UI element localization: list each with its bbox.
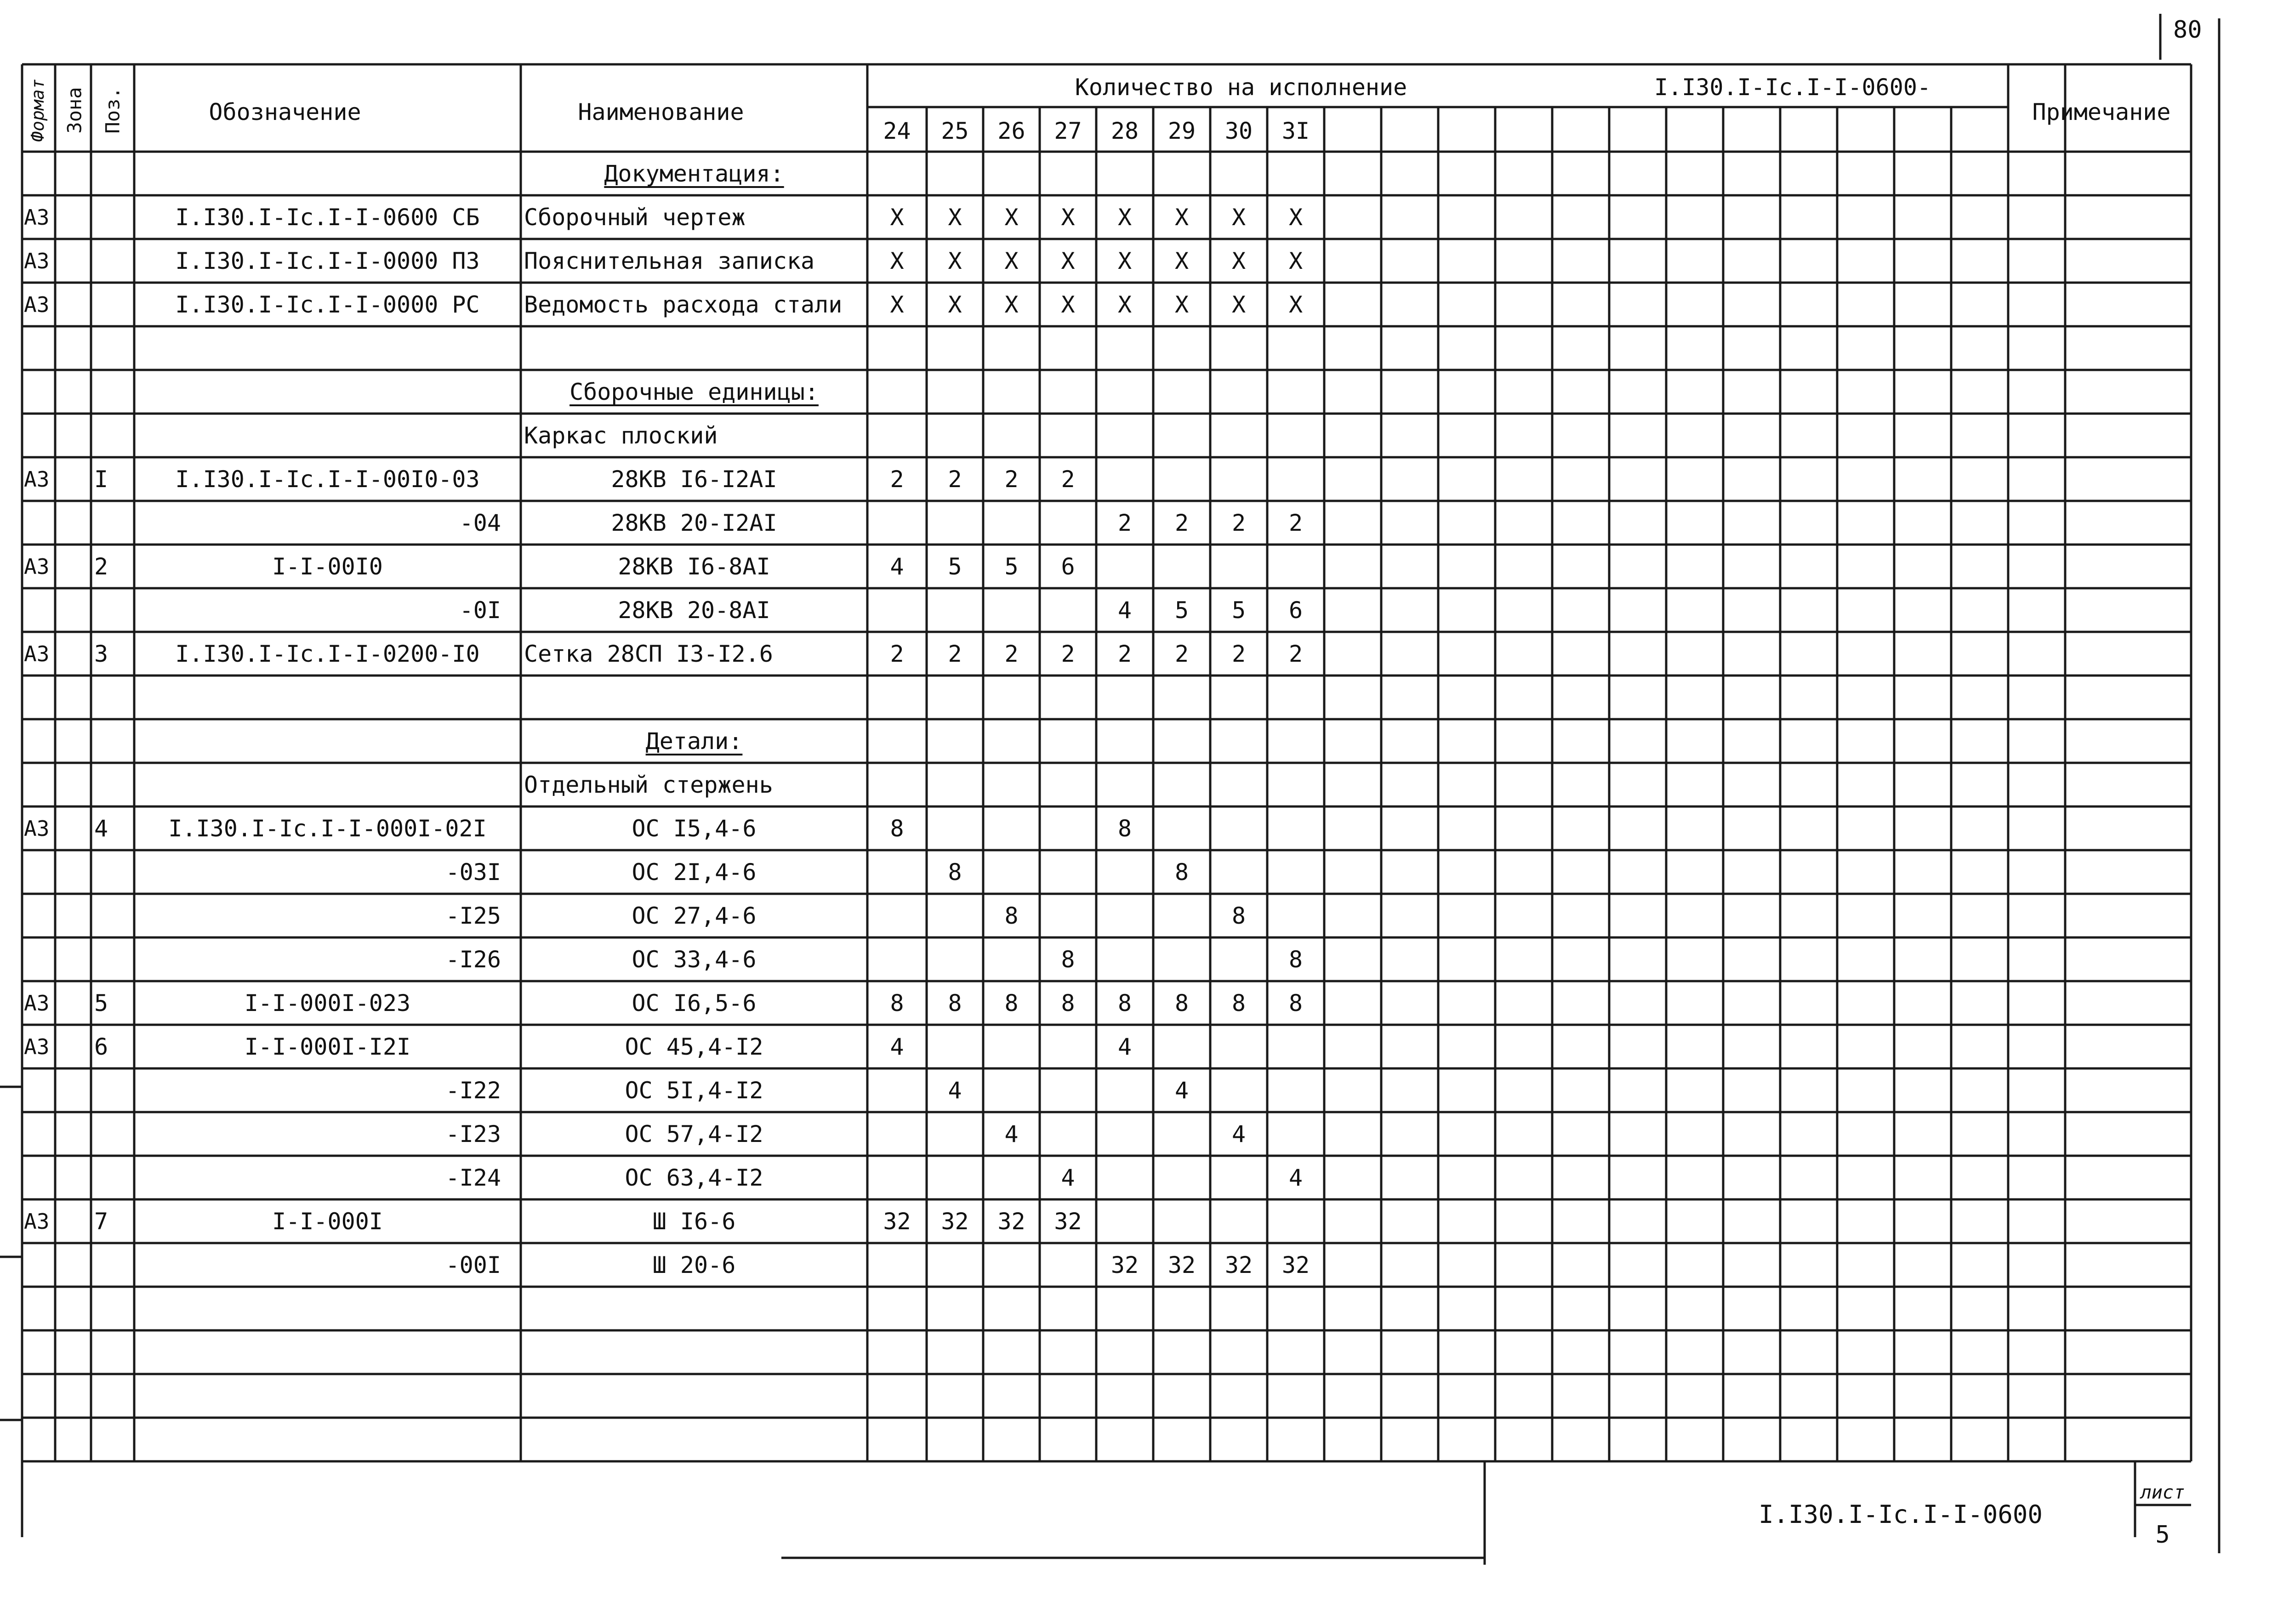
- row-quantity: 8: [1061, 946, 1075, 973]
- row-designation: -03I: [445, 859, 501, 886]
- header-designation: Обозначение: [209, 99, 361, 125]
- row-position: 5: [94, 990, 108, 1016]
- row-quantity: X: [890, 204, 904, 231]
- row-designation: -I23: [445, 1121, 501, 1147]
- row-section-heading: Документация:: [604, 160, 784, 187]
- row-quantity: 5: [1004, 553, 1019, 580]
- row-quantity: 32: [997, 1208, 1025, 1235]
- row-format: А3: [24, 1034, 50, 1059]
- row-designation: -I26: [445, 946, 501, 973]
- row-section-heading: Сборочные единицы:: [569, 379, 819, 405]
- row-quantity: 2: [1174, 510, 1189, 536]
- row-name: 28КВ I6-8АI: [618, 553, 770, 580]
- row-format: А3: [24, 1209, 50, 1234]
- row-name: ОС 5I,4-I2: [625, 1077, 763, 1104]
- row-designation: I.I30.I-Ic.I-I-00I0-03: [175, 466, 480, 493]
- row-quantity: 2: [890, 641, 904, 667]
- variant-header-29: 29: [1167, 118, 1196, 144]
- row-name: Пояснительная записка: [524, 248, 815, 274]
- row-designation: I.I30.I-Ic.I-I-0600 СБ: [175, 204, 480, 231]
- row-quantity: 8: [948, 859, 962, 886]
- row-quantity: X: [1061, 248, 1075, 274]
- row-quantity: 4: [1117, 597, 1132, 624]
- row-quantity: 8: [1117, 815, 1132, 842]
- row-quantity: 8: [1004, 903, 1019, 929]
- row-quantity: 2: [1061, 641, 1075, 667]
- row-quantity: X: [1231, 291, 1246, 318]
- row-quantity: X: [1004, 291, 1019, 318]
- row-format: А3: [24, 205, 50, 230]
- row-quantity: 5: [1231, 597, 1246, 624]
- row-quantity: 2: [1174, 641, 1189, 667]
- row-quantity: 8: [1288, 990, 1303, 1016]
- row-quantity: 2: [890, 466, 904, 493]
- row-quantity: 32: [1281, 1252, 1310, 1278]
- row-quantity: 8: [948, 990, 962, 1016]
- row-quantity: X: [1288, 291, 1303, 318]
- row-quantity: 5: [1174, 597, 1189, 624]
- row-name: 28КВ 20-I2АI: [611, 510, 777, 536]
- row-section-heading: Детали:: [645, 728, 743, 755]
- row-position: 6: [94, 1033, 108, 1060]
- row-format: А3: [24, 467, 50, 492]
- row-name: ОС 45,4-I2: [625, 1033, 763, 1060]
- row-position: 2: [94, 553, 108, 580]
- row-designation: I.I30.I-Ic.I-I-0000 ПЗ: [175, 248, 480, 274]
- row-format: А3: [24, 554, 50, 579]
- row-name: Ш 20-6: [652, 1252, 736, 1278]
- row-name: Ш I6-6: [652, 1208, 736, 1235]
- variant-header-27: 27: [1054, 118, 1082, 144]
- row-quantity: 8: [890, 990, 904, 1016]
- footer-doc-code: I.I30.I-Ic.I-I-0600: [1759, 1500, 2043, 1529]
- row-quantity: 32: [883, 1208, 911, 1235]
- row-quantity: 2: [1117, 510, 1132, 536]
- row-designation: I.I30.I-Ic.I-I-0000 РС: [175, 291, 480, 318]
- row-quantity: 4: [1231, 1121, 1246, 1147]
- row-quantity: X: [1174, 248, 1189, 274]
- row-quantity: 6: [1288, 597, 1303, 624]
- header-format: Формат: [28, 79, 48, 142]
- variant-header-26: 26: [997, 118, 1025, 144]
- row-designation: -I25: [445, 903, 501, 929]
- row-name: ОС 57,4-I2: [625, 1121, 763, 1147]
- row-quantity: 8: [1174, 990, 1189, 1016]
- row-quantity: X: [1231, 248, 1246, 274]
- row-quantity: 2: [1288, 641, 1303, 667]
- footer-sheet-number: 5: [2155, 1521, 2170, 1549]
- row-name: ОС 63,4-I2: [625, 1164, 763, 1191]
- footer-sheet-label: лист: [2140, 1482, 2185, 1503]
- row-name: Каркас плоский: [524, 422, 718, 449]
- row-quantity: 8: [1288, 946, 1303, 973]
- row-name: Отдельный стержень: [524, 772, 773, 798]
- row-quantity: X: [1117, 248, 1132, 274]
- row-quantity: X: [1004, 248, 1019, 274]
- row-name: ОС 33,4-6: [632, 946, 757, 973]
- row-quantity: X: [1288, 248, 1303, 274]
- row-quantity: 5: [948, 553, 962, 580]
- row-format: А3: [24, 991, 50, 1016]
- row-quantity: X: [948, 291, 962, 318]
- row-quantity: X: [948, 248, 962, 274]
- row-designation: -04: [459, 510, 501, 536]
- row-quantity: X: [1004, 204, 1019, 231]
- row-quantity: X: [890, 248, 904, 274]
- row-quantity: 2: [948, 641, 962, 667]
- header-quantity: Количество на исполнение: [1075, 74, 1407, 101]
- page-number: 80: [2173, 16, 2202, 44]
- row-position: 3: [94, 641, 108, 667]
- row-quantity: 2: [1004, 466, 1019, 493]
- row-quantity: 4: [1061, 1164, 1075, 1191]
- row-designation: I.I30.I-Ic.I-I-000I-02I: [168, 815, 487, 842]
- variant-header-30: 30: [1224, 118, 1253, 144]
- row-quantity: 8: [1231, 903, 1246, 929]
- row-name: ОС 2I,4-6: [632, 859, 757, 886]
- header-pos: Поз.: [101, 87, 124, 134]
- row-quantity: X: [1174, 291, 1189, 318]
- row-quantity: 6: [1061, 553, 1075, 580]
- row-quantity: 4: [1174, 1077, 1189, 1104]
- row-designation: I-I-000I-023: [244, 990, 411, 1016]
- row-designation: -I22: [445, 1077, 501, 1104]
- row-quantity: 2: [1231, 641, 1246, 667]
- row-quantity: 2: [1004, 641, 1019, 667]
- header-zone: Зона: [63, 87, 86, 134]
- row-designation: I-I-000I: [272, 1208, 383, 1235]
- row-quantity: 8: [1004, 990, 1019, 1016]
- header-series: I.I30.I-Ic.I-I-0600-: [1654, 74, 1931, 101]
- row-designation: I-I-00I0: [272, 553, 383, 580]
- row-format: А3: [24, 642, 50, 666]
- row-quantity: 32: [941, 1208, 969, 1235]
- row-quantity: X: [1174, 204, 1189, 231]
- row-quantity: 2: [1288, 510, 1303, 536]
- row-quantity: X: [890, 291, 904, 318]
- row-name: Сборочный чертеж: [524, 204, 746, 231]
- row-quantity: X: [1117, 204, 1132, 231]
- row-designation: I-I-000I-I2I: [244, 1033, 411, 1060]
- row-quantity: X: [948, 204, 962, 231]
- variant-header-25: 25: [941, 118, 969, 144]
- row-quantity: 32: [1224, 1252, 1253, 1278]
- header-name: Наименование: [578, 99, 744, 125]
- row-name: Ведомость расхода стали: [524, 291, 843, 318]
- row-quantity: X: [1117, 291, 1132, 318]
- row-position: 4: [94, 815, 108, 842]
- row-quantity: X: [1288, 204, 1303, 231]
- row-quantity: 4: [948, 1077, 962, 1104]
- row-quantity: X: [1061, 204, 1075, 231]
- row-quantity: 2: [1117, 641, 1132, 667]
- row-name: 28КВ 20-8АI: [618, 597, 770, 624]
- row-quantity: 2: [1231, 510, 1246, 536]
- row-format: А3: [24, 816, 50, 841]
- row-quantity: 4: [1004, 1121, 1019, 1147]
- row-quantity: 2: [1061, 466, 1075, 493]
- row-quantity: 8: [1231, 990, 1246, 1016]
- row-name: ОС 27,4-6: [632, 903, 757, 929]
- row-quantity: 32: [1167, 1252, 1196, 1278]
- row-quantity: X: [1231, 204, 1246, 231]
- header-note: Примечание: [2032, 99, 2171, 125]
- row-quantity: 32: [1110, 1252, 1139, 1278]
- row-name: ОС I6,5-6: [632, 990, 757, 1016]
- row-format: А3: [24, 292, 50, 317]
- variant-header-3I: 3I: [1281, 118, 1310, 144]
- row-position: 7: [94, 1208, 108, 1235]
- variant-header-28: 28: [1110, 118, 1139, 144]
- row-quantity: 8: [1117, 990, 1132, 1016]
- row-quantity: 4: [890, 553, 904, 580]
- row-quantity: 4: [890, 1033, 904, 1060]
- row-designation: I.I30.I-Ic.I-I-0200-I0: [175, 641, 480, 667]
- row-designation: -00I: [445, 1252, 501, 1278]
- row-quantity: 4: [1117, 1033, 1132, 1060]
- row-quantity: 2: [948, 466, 962, 493]
- row-quantity: 8: [1174, 859, 1189, 886]
- row-quantity: X: [1061, 291, 1075, 318]
- variant-header-24: 24: [883, 118, 911, 144]
- row-format: А3: [24, 249, 50, 273]
- row-designation: -0I: [459, 597, 501, 624]
- row-name: Сетка 28СП I3-I2.6: [524, 641, 773, 667]
- row-position: I: [94, 466, 108, 493]
- row-quantity: 4: [1288, 1164, 1303, 1191]
- row-quantity: 8: [890, 815, 904, 842]
- row-name: 28КВ I6-I2АI: [611, 466, 777, 493]
- row-designation: -I24: [445, 1164, 501, 1191]
- row-name: ОС I5,4-6: [632, 815, 757, 842]
- row-quantity: 32: [1054, 1208, 1082, 1235]
- row-quantity: 8: [1061, 990, 1075, 1016]
